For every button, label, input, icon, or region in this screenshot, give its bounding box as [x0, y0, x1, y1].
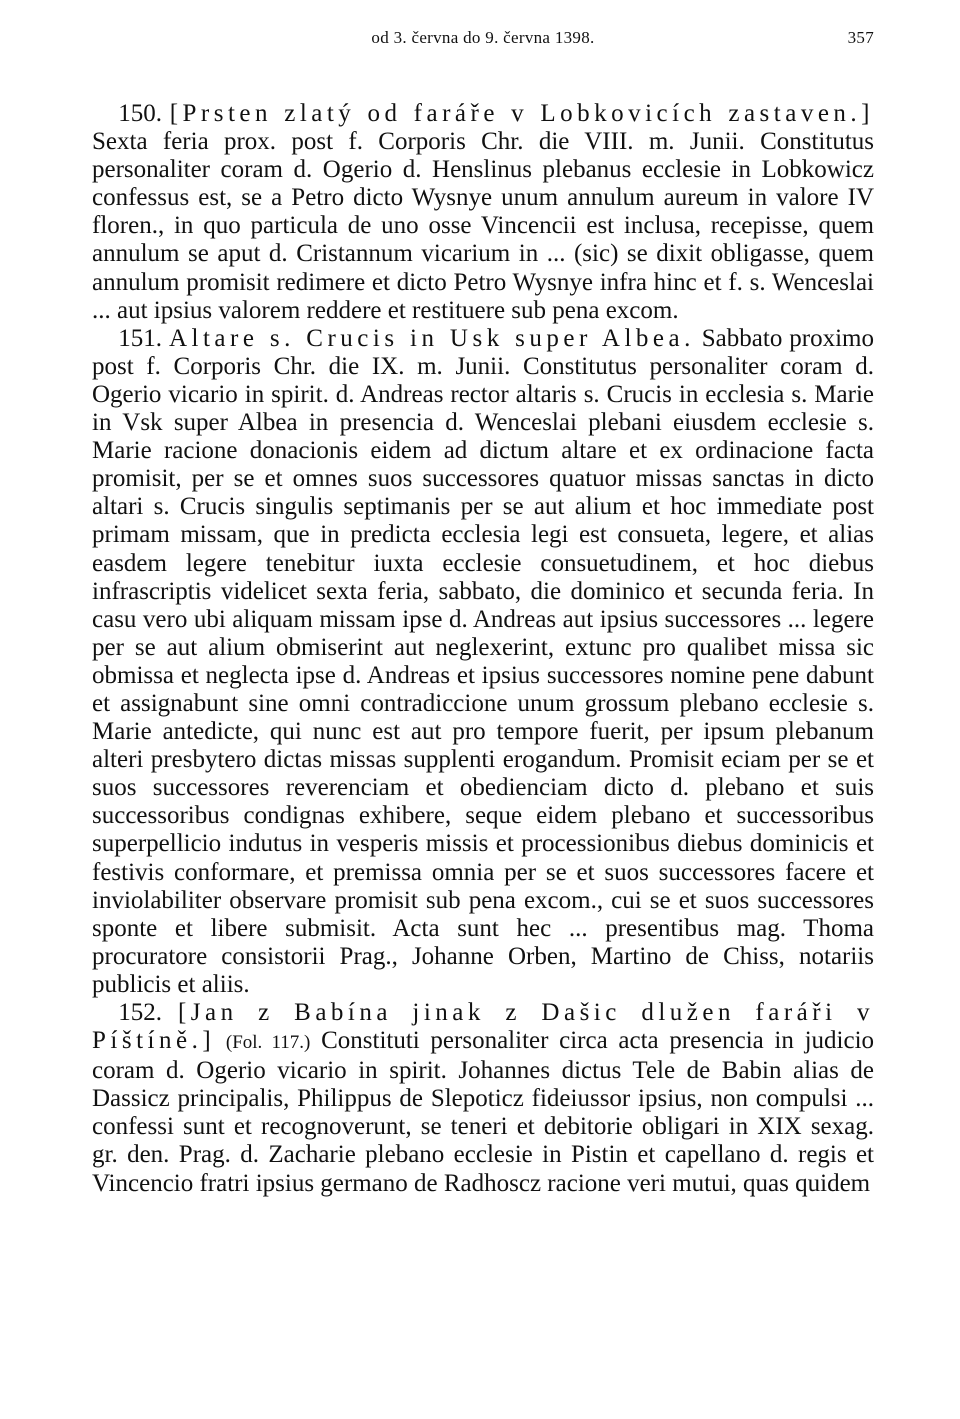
entry-151 — [92, 325, 874, 999]
page-header — [92, 28, 874, 58]
entry-heading: [Prsten zlatý od faráře v Lobkovicích zastaven.] — [169, 100, 875, 127]
entry-heading: Altare s. Crucis in Usk super Albea. — [168, 324, 695, 352]
folio-reference: (Fol. 117.) — [225, 1032, 311, 1054]
entry-text: Sabbato proximo post f. Corporis Chr. die IX. m. Junii. Constitutus personaliter coram d. Ogerio vicario in spirit. d. Andreas rector altaris s. Crucis in ecclesia s. Marie in Vsk super Albea in presencia d. Wenceslai plebani eiusdem ecclesie s. Marie racione donacionis eidem ad dictum altare et ex ordinacione facta promisit, per se et omnes suos successores quatuor missas sanctas in dicto altari s. Crucis singulis septimanis per se aut alium et hoc immediate post primam missam, que in predicta ecclesia legi est consueta, legere, et alias easdem legere tenebitur iuxta ecclesie consuetudinem, et hoc diebus infrascriptis videlicet sexta feria, sabbato, die dominico et secunda feria. In casu vero ubi aliquam missam ipse d. Andreas aut ipsius successores ... legere per se aut alium obmiserint aut neglexerint, extunc pro qualibet missa sic obmissa et neglecta ipse d. Andreas et ipsius successores nomine pene dabunt et assignabunt sine omni contradiccione unum grossum plebano ecclesie s. Marie antedicte, qui nunc est aut pro tempore fuerit, per ipsum plebanum alteri presbytero dictas missas supplenti erogandum. Promisit eciam per se et suos successores reverenciam et obedienciam dicto d. plebano et suis successoribus condignas exhibere, seque eidem plebano et successoribus superpellicio indutus in vesperis missis et processionibus diebus dominicis et festivis conformare, et premissa omnia per se et suos successores facere et inviolabiliter observare promisit sub pena excom., cui se et suos successores sponte et libere submisit. Acta sunt hec ... presentibus mag. Thoma procuratore consistorii Prag., Johanne Orben, Martino de Chiss, notariis publicis et aliis. — [92, 324, 874, 998]
entry-number: 150. — [118, 100, 162, 127]
page-number: 357 — [847, 28, 874, 47]
document-page — [92, 28, 874, 1198]
entry-152 — [92, 999, 874, 1198]
entry-150 — [92, 100, 874, 325]
entry-heading: [Jan z Babína jinak z Dašic dlužen faráři v Píštíně.] — [92, 999, 874, 1055]
page-body — [92, 100, 874, 1198]
entry-number: 151. — [118, 324, 162, 352]
running-title: od 3. června do 9. června 1398. — [371, 28, 595, 47]
entry-text: Constituti personaliter circa acta presencia in judicio coram d. Ogerio vicario in spirit. Johannes dictus Tele de Babin alias de Dassicz principalis, Philippus de Slepoticz fideiussor ipsius, non compulsi ... confessi sunt et recognoverunt, se teneri et debitorie obligari in XIX sexag. gr. den. Prag. d. Zacharie plebano ecclesie in Pistin et capellano d. regis et Vincencio fratri ipsius germano de Radhoscz racione veri mutui, quas quidem — [92, 1027, 875, 1197]
entry-number: 152. — [118, 999, 162, 1026]
entry-text: Sexta feria prox. post f. Corporis Chr. die VIII. m. Junii. Constitutus personaliter coram d. Ogerio d. Henslinus plebanus ecclesie in Lobkowicz confessus est, se a Petro dicto Wysnye unum annulum aureum in valore IV floren., in quo particula de uno osse Vincencii est inclusa, recepisse, quem annulum se aput d. Cristannum vicarium in ... (sic) se dixit obligasse, quem annulum promisit redimere et dicto Petro Wysnye infra hinc et f. s. Wenceslai ... aut ipsius valorem reddere et restituere sub pena excom. — [92, 128, 874, 324]
